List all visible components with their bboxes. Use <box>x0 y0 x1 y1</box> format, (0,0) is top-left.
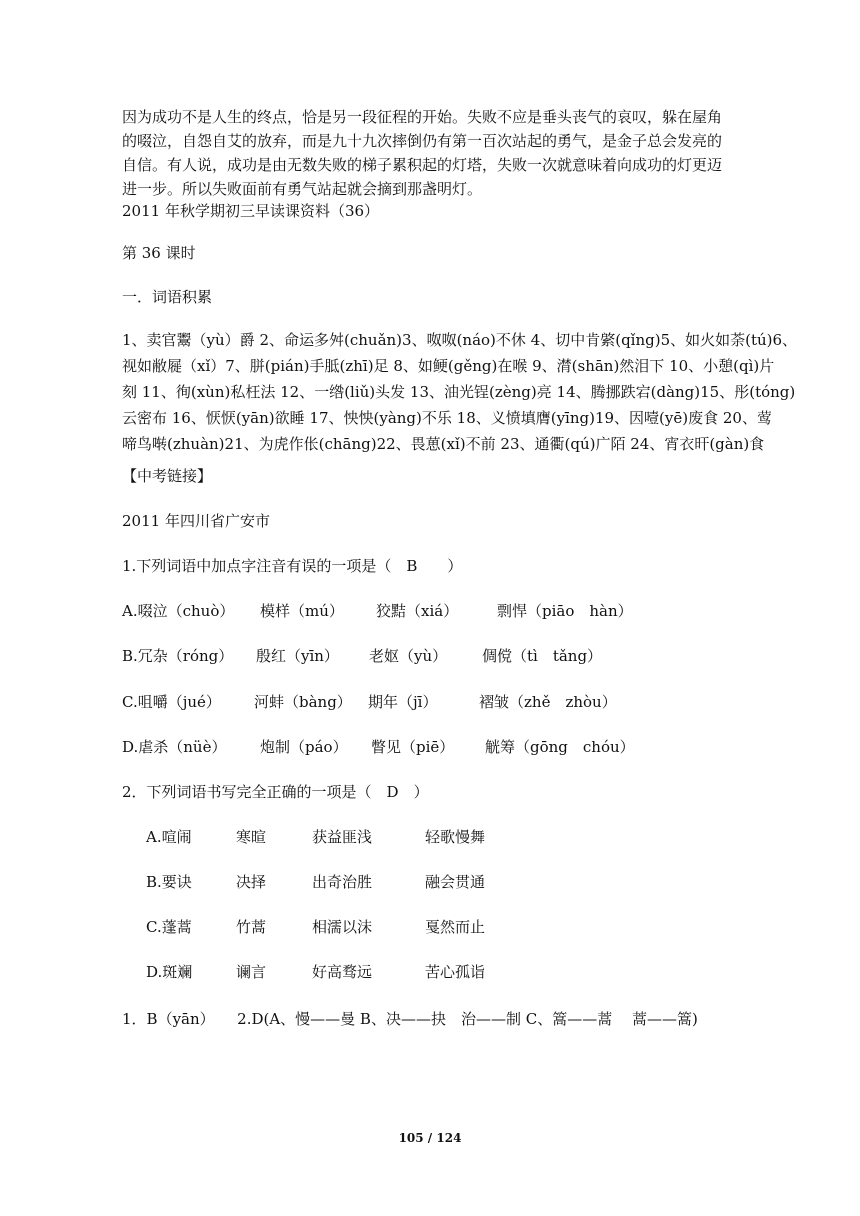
page-number: 105 / 124 <box>398 1131 462 1145</box>
answer-key: 1．B（yān） 2.D(A、慢——曼 B、决——抉 治——制 C、篙——蒿 蒿——篙) <box>122 1010 698 1028</box>
vocab-line: 刻 11、徇(xùn)私枉法 12、一绺(liǔ)头发 13、油光锃(zèng)亮 14、腾挪跌宕(dàng)15、彤(tóng) <box>122 383 796 401</box>
option-item: 戛然而止 <box>425 918 486 936</box>
vocab-line: 1、卖官鬻（yù）爵 2、命运多舛(chuǎn)3、呶呶(náo)不休 4、切中肯綮(qǐng)5、如火如荼(tú)6、 <box>122 331 798 349</box>
option-item: 倜傥（tì tǎng） <box>482 647 603 665</box>
question-2-stem: 2．下列词语书写完全正确的一项是（ D ） <box>122 783 429 801</box>
intro-line: 自信。有人说，成功是由无数失败的梯子累积起的灯塔，失败一次就意味着向成功的灯更迈 <box>122 156 723 174</box>
intro-line: 进一步。所以失败面前有勇气站起就会摘到那盏明灯。 <box>122 180 483 198</box>
option-item: A.喧闹 <box>146 828 192 846</box>
doc-title: 2011 年秋学期初三早读课资料（36） <box>122 202 380 220</box>
intro-line: 的啜泣，自怨自艾的放弃，而是九十九次摔倒仍有第一百次站起的勇气，是金子总会发亮的 <box>122 132 723 150</box>
option-item: 轻歌慢舞 <box>425 828 486 846</box>
vocab-line: 视如敝屣（xǐ）7、胼(pián)手胝(zhī)足 8、如鲠(gěng)在喉 9、潸(shān)然泪下 10、小憩(qì)片 <box>122 357 775 375</box>
option-item: A.啜泣（chuò） <box>122 602 235 620</box>
option-item: 期年（jī） <box>368 693 438 711</box>
option-item: 相濡以沫 <box>312 918 373 936</box>
option-item: 模样（mú） <box>260 602 344 620</box>
option-item: 殷红（yīn） <box>256 647 339 665</box>
option-item: B.冗杂（róng） <box>122 647 234 665</box>
option-item: C.蓬蒿 <box>146 918 192 936</box>
option-item: C.咀嚼（jué） <box>122 693 221 711</box>
option-item: 炮制（páo） <box>260 738 348 756</box>
exam-source: 2011 年四川省广安市 <box>122 512 270 530</box>
option-item: 出奇治胜 <box>312 873 373 891</box>
option-item: 获益匪浅 <box>312 828 373 846</box>
option-item: 好高骛远 <box>312 963 373 981</box>
vocab-list <box>122 327 797 457</box>
option-item: 决择 <box>236 873 267 891</box>
option-item: 寒暄 <box>236 828 267 846</box>
option-item: B.要诀 <box>146 873 192 891</box>
option-item: 老妪（yù） <box>369 647 448 665</box>
option-item: 融会贯通 <box>425 873 486 891</box>
option-item: D.斑斓 <box>146 963 193 981</box>
question-1-stem: 1.下列词语中加点字注音有误的一项是（ B ） <box>122 557 463 575</box>
option-item: 竹蒿 <box>236 918 267 936</box>
option-item: 苦心孤诣 <box>425 963 486 981</box>
option-item: 瞥见（piē） <box>371 738 455 756</box>
option-item: 剽悍（piāo hàn） <box>497 602 633 620</box>
lesson-number: 第 36 课时 <box>122 244 196 262</box>
section-heading-vocab: 一．词语积累 <box>122 288 213 306</box>
option-item: 褶皱（zhě zhòu） <box>479 693 617 711</box>
option-item: 狡黠（xiá） <box>376 602 459 620</box>
intro-paragraph <box>122 105 762 201</box>
option-item: D.虐杀（nüè） <box>122 738 227 756</box>
vocab-line: 啼鸟啭(zhuàn)21、为虎作伥(chāng)22、畏葸(xǐ)不前 23、通衢(qú)广陌 24、宵衣旰(gàn)食 <box>122 435 765 453</box>
option-item: 河蚌（bàng） <box>254 693 352 711</box>
option-item: 谰言 <box>236 963 267 981</box>
vocab-line: 云密布 16、恹恹(yān)欲睡 17、怏怏(yàng)不乐 18、义愤填膺(yīng)19、因噎(yē)废食 20、莺 <box>122 409 772 427</box>
intro-line: 因为成功不是人生的终点，恰是另一段征程的开始。失败不应是垂头丧气的哀叹，躲在屋角 <box>122 108 723 126</box>
exam-link-heading: 【中考链接】 <box>122 467 213 485</box>
option-item: 觥筹（gōng chóu） <box>485 738 635 756</box>
